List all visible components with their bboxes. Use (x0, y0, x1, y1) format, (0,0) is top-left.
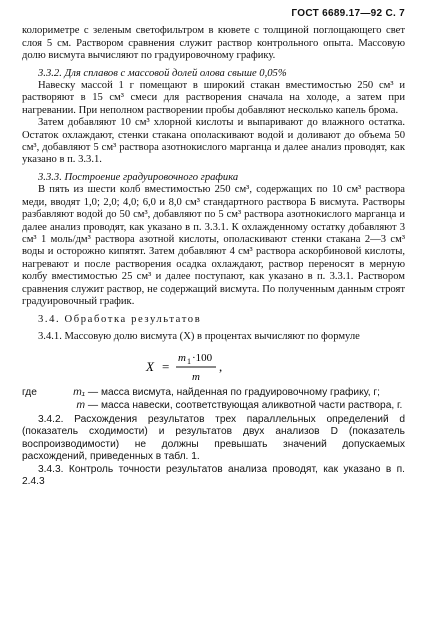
heading-3-3-2-text: 3.3.2. Для сплавов с массовой долей олова свыше 0,05% (38, 67, 287, 79)
formula-lhs: X (145, 359, 154, 375)
legend-dash: — (87, 387, 98, 399)
legend-symbol-text: m₁ (73, 387, 85, 399)
legend-text: масса висмута, найденная по градуировочному графику, г; (101, 387, 380, 399)
formula-denominator: m (191, 371, 200, 384)
paragraph-formula-intro: 3.4.1. Массовую долю висмута (X) в процентах вычисляют по формуле (38, 330, 360, 342)
paragraph-perchloric-acid: Затем добавляют 10 см³ хлорной кислоты и выпаривают до влажного остатка. Остаток охлаждают, стенки стакана ополаскивают водой и доливают до объема 50 см³, добавляют 5 см³ раствора азотнокислого марганца и далее анализ проводят, как указано в п. 3.3.1. (22, 117, 405, 166)
formula-graphic (144, 351, 284, 383)
formula-numerator-sub: 1 (186, 357, 191, 367)
legend-symbol (54, 400, 101, 412)
paragraph-calibration: В пять из шести колб вместимостью 250 см³, содержащих по 10 см³ раствора меди, вводят 1,0; 2,0; 4,0; 6,0 и 8,0 см³ стандартного раствора Б висмута. Растворы разбавляют водой до 50 см³, добавляют по 5 см³ раствора азотнокислого марганца и далее анализ проводят, как указано в п. 3.3.1. К охлажденному остатку добавляют 3 см³ 1 моль/дм³ раствора азотной кислоты, ополаскивают стенки стакана 2—3 см³ воды и осторожно кипятят. Затем добавляют 4 см³ раствора аскорбиновой кислоты, нагревают и после растворения осадка охлаждают, раствор переносят в мерную колбу вместимостью 25 см³ и далее поступают, как указано в п. 3.3.1. Раствором сравнения служит раствор, не содержащий висмута. По полученным данным строят градуировочный график. (22, 184, 405, 307)
paragraph-accuracy-control: 3.4.3. Контроль точности результатов анализа проводят, как указано в п. 2.4.3 (22, 463, 405, 487)
legend-row (22, 387, 405, 399)
formula-numerator-var: m (177, 352, 186, 365)
formula-numerator-rest: ·100 (191, 352, 212, 365)
heading-3-3-3-text: 3.3.3. Построение градуировочного графика (38, 171, 239, 183)
page-header: ГОСТ 6689.17—92 С. 7 (291, 8, 405, 19)
legend-symbol (54, 387, 101, 399)
legend-dash: — (87, 399, 98, 411)
paragraph-sample-weighing: Навеску массой 1 г помещают в широкий стакан вместимостью 250 см³ и растворяют в 15 см³ смеси для растворения сначала на холоде, а затем при нагревании. При неполном растворении пробы добавляют несколько капель брома. (22, 80, 405, 116)
legend-symbol-text: m (76, 399, 85, 411)
formula-equals: = (161, 359, 169, 375)
paragraph-colorimeter: колориметре с зеленым светофильтром в кювете с толщиной поглощающего свет слоя 5 см. Раствором сравнения служит раствор контрольного опыта. Массовую долю висмута вычисляют по градуировочному графику. (22, 25, 405, 62)
heading-3-4: 3.4. Обработка результатов (38, 314, 202, 326)
legend-row (22, 400, 405, 412)
heading-3-3-3 (22, 172, 405, 184)
heading-3-3-2 (22, 68, 405, 80)
paragraph-discrepancies: 3.4.2. Расхождения результатов трех параллельных определений d (показатель сходимости) и результатов двух анализов D (показатель воспроизводимости) не должны превышать значений допускаемых расхождений, приведенных в табл. 1. (22, 413, 405, 463)
bismuth-formula (22, 351, 405, 384)
formula-tail: , (218, 359, 222, 375)
formula-legend (22, 387, 405, 412)
legend-text: масса навески, соответствующая аликвотной части раствора, г. (101, 399, 403, 411)
legend-prefix: где (22, 387, 37, 399)
legend-prefix (22, 400, 54, 412)
